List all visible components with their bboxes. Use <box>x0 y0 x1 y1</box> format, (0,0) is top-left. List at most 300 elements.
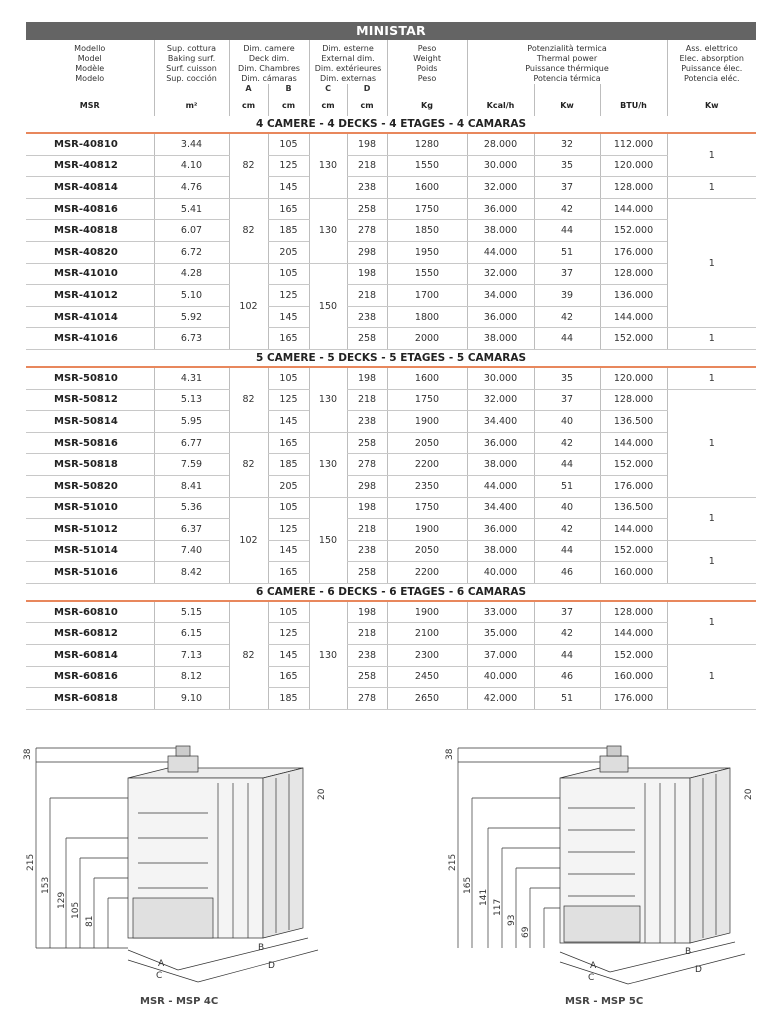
table-row <box>26 497 756 519</box>
hdr-letter-d: D <box>347 84 387 94</box>
deck-dim-b: 165 <box>268 328 309 350</box>
power-kcal: 42.000 <box>467 688 534 710</box>
external-dim-d: 278 <box>347 220 387 242</box>
oven-drawing-4-decks <box>18 738 348 992</box>
model-code: MSR-60810 <box>26 601 154 623</box>
hdr-thermal-power-line: Thermal power <box>536 54 598 63</box>
dim-d5-label: 69 <box>521 926 531 938</box>
external-dim-d: 198 <box>347 497 387 519</box>
power-btu: 144.000 <box>600 623 667 645</box>
hdr-deck-dim-line: Dim. cámaras <box>241 74 297 83</box>
unit-btu: BTU/h <box>600 94 667 116</box>
external-dim-c: 130 <box>309 367 347 432</box>
deck-dim-b: 105 <box>268 367 309 389</box>
power-kw: 42 <box>534 519 600 541</box>
power-kcal: 40.000 <box>467 562 534 584</box>
table-row <box>26 411 756 433</box>
unit-kg: Kg <box>387 94 467 116</box>
table-row <box>26 328 756 350</box>
power-kw: 37 <box>534 263 600 285</box>
unit-kw: Kw <box>534 94 600 116</box>
model-code: MSR-50812 <box>26 389 154 411</box>
table-row <box>26 198 756 220</box>
external-dim-d: 218 <box>347 155 387 177</box>
deck-dim-b: 165 <box>268 562 309 584</box>
power-btu: 176.000 <box>600 688 667 710</box>
weight-kg: 2050 <box>387 432 467 454</box>
external-dim-d: 258 <box>347 562 387 584</box>
elec-absorption: 1 <box>667 497 756 540</box>
external-dim-d: 238 <box>347 306 387 328</box>
dim-d3-label: 117 <box>493 898 503 916</box>
baking-surface: 9.10 <box>154 688 229 710</box>
baking-surface: 8.41 <box>154 475 229 497</box>
hdr-weight-line: Peso <box>417 44 437 53</box>
model-code: MSR-51012 <box>26 519 154 541</box>
table-row <box>26 601 756 623</box>
power-kcal: 30.000 <box>467 367 534 389</box>
hdr-model-line: Modello <box>74 44 106 53</box>
power-kcal: 44.000 <box>467 475 534 497</box>
power-btu: 144.000 <box>600 519 667 541</box>
table-row <box>26 475 756 497</box>
weight-kg: 1850 <box>387 220 467 242</box>
unit-kcal: Kcal/h <box>467 94 534 116</box>
deck-dim-b: 145 <box>268 306 309 328</box>
model-code: MSR-51014 <box>26 540 154 562</box>
hdr-weight-line: Weight <box>413 54 441 63</box>
hdr-letter-a: A <box>229 84 268 94</box>
deck-dim-b: 165 <box>268 432 309 454</box>
table-title: MINISTAR <box>26 22 756 40</box>
dim-b-label: B <box>685 947 692 957</box>
unit-a: cm <box>229 94 268 116</box>
power-btu: 144.000 <box>600 432 667 454</box>
power-btu: 144.000 <box>600 198 667 220</box>
hdr-model-line: Model <box>77 54 102 63</box>
power-kw: 46 <box>534 666 600 688</box>
external-dim-d: 198 <box>347 133 387 155</box>
deck-dim-b: 165 <box>268 198 309 220</box>
external-dim-d: 258 <box>347 328 387 350</box>
dim-d1-label: 165 <box>463 876 473 894</box>
power-kcal: 36.000 <box>467 306 534 328</box>
elec-absorption: 1 <box>667 389 756 497</box>
hdr-deck-dim-line: Dim. camere <box>243 44 295 53</box>
power-kcal: 37.000 <box>467 645 534 667</box>
deck-dim-b: 105 <box>268 263 309 285</box>
baking-surface: 5.10 <box>154 285 229 307</box>
baking-surface: 6.77 <box>154 432 229 454</box>
external-dim-c: 150 <box>309 497 347 583</box>
baking-surface: 7.59 <box>154 454 229 476</box>
model-code: MSR-41010 <box>26 263 154 285</box>
model-code: MSR-60814 <box>26 645 154 667</box>
elec-absorption: 1 <box>667 177 756 199</box>
external-dim-d: 298 <box>347 475 387 497</box>
power-kcal: 38.000 <box>467 540 534 562</box>
external-dim-d: 198 <box>347 601 387 623</box>
unit-msr: MSR <box>79 100 100 110</box>
hdr-thermal-power-line: Potenzialità termica <box>527 44 607 53</box>
deck-dim-b: 105 <box>268 601 309 623</box>
weight-kg: 1750 <box>387 389 467 411</box>
hdr-letter-b: B <box>268 84 309 94</box>
table-row <box>26 306 756 328</box>
deck-dim-b: 145 <box>268 177 309 199</box>
weight-kg: 2000 <box>387 328 467 350</box>
dim-d1-label: 153 <box>41 876 51 894</box>
deck-dim-b: 205 <box>268 475 309 497</box>
hdr-surface-line: Surf. cuisson <box>166 64 217 73</box>
weight-kg: 1700 <box>387 285 467 307</box>
power-btu: 152.000 <box>600 454 667 476</box>
external-dim-d: 258 <box>347 432 387 454</box>
table-row <box>26 263 756 285</box>
hdr-deck-dim <box>229 40 309 84</box>
elec-absorption: 1 <box>667 367 756 389</box>
deck-dim-b: 125 <box>268 285 309 307</box>
hdr-model-line: Modèle <box>75 64 105 73</box>
baking-surface: 6.15 <box>154 623 229 645</box>
section-title: 6 CAMERE - 6 DECKS - 6 ETAGES - 6 CAMARAS <box>26 583 756 601</box>
deck-dim-b: 145 <box>268 540 309 562</box>
weight-kg: 1750 <box>387 198 467 220</box>
baking-surface: 7.13 <box>154 645 229 667</box>
dim-side-label: 20 <box>317 788 327 800</box>
deck-dim-b: 185 <box>268 454 309 476</box>
power-kcal: 28.000 <box>467 133 534 155</box>
power-btu: 136.000 <box>600 285 667 307</box>
dim-a-label: A <box>158 959 165 969</box>
external-dim-d: 238 <box>347 177 387 199</box>
hdr-thermal-power <box>467 40 667 84</box>
power-btu: 152.000 <box>600 645 667 667</box>
weight-kg: 2650 <box>387 688 467 710</box>
hdr-blank <box>154 84 229 94</box>
power-kcal: 33.000 <box>467 601 534 623</box>
dim-side-label: 20 <box>744 788 754 800</box>
table-row <box>26 623 756 645</box>
dim-c-label: C <box>156 971 163 981</box>
power-btu: 152.000 <box>600 220 667 242</box>
hdr-surface-line: Sup. cottura <box>166 44 217 53</box>
deck-dim-b: 185 <box>268 688 309 710</box>
section-title: 4 CAMERE - 4 DECKS - 4 ETAGES - 4 CAMARAS <box>26 116 756 133</box>
power-kcal: 32.000 <box>467 389 534 411</box>
power-kw: 35 <box>534 367 600 389</box>
baking-surface: 5.13 <box>154 389 229 411</box>
dim-top-label: 38 <box>445 748 455 760</box>
hdr-surface <box>154 40 229 84</box>
weight-kg: 1280 <box>387 133 467 155</box>
external-dim-d: 218 <box>347 623 387 645</box>
hdr-external-dim <box>309 40 387 84</box>
dim-d4-label: 81 <box>85 915 95 927</box>
dim-d4-label: 93 <box>507 914 517 926</box>
external-dim-d: 278 <box>347 688 387 710</box>
dim-total-label: 215 <box>26 853 36 871</box>
oven-4c-svg <box>18 738 348 988</box>
weight-kg: 2050 <box>387 540 467 562</box>
hdr-blank <box>387 84 467 94</box>
hdr-deck-dim-line: Dim. Chambres <box>238 64 300 73</box>
deck-dim-b: 125 <box>268 519 309 541</box>
baking-surface: 4.28 <box>154 263 229 285</box>
hdr-thermal-power-line: Potencia térmica <box>533 74 601 83</box>
power-kcal: 34.400 <box>467 411 534 433</box>
model-code: MSR-51016 <box>26 562 154 584</box>
table-row <box>26 389 756 411</box>
weight-kg: 2450 <box>387 666 467 688</box>
power-kw: 35 <box>534 155 600 177</box>
weight-kg: 1550 <box>387 263 467 285</box>
model-code: MSR-41016 <box>26 328 154 350</box>
baking-surface: 4.10 <box>154 155 229 177</box>
power-kcal: 34.400 <box>467 497 534 519</box>
power-btu: 128.000 <box>600 601 667 623</box>
unit-b: cm <box>268 94 309 116</box>
external-dim-d: 238 <box>347 411 387 433</box>
baking-surface: 6.37 <box>154 519 229 541</box>
power-btu: 120.000 <box>600 367 667 389</box>
hdr-elec-line: Ass. elettrico <box>685 44 738 53</box>
baking-surface: 6.07 <box>154 220 229 242</box>
baking-surface: 8.42 <box>154 562 229 584</box>
baking-surface: 6.72 <box>154 241 229 263</box>
power-kw: 44 <box>534 454 600 476</box>
table-row <box>26 177 756 199</box>
power-kcal: 38.000 <box>467 454 534 476</box>
deck-dim-b: 125 <box>268 623 309 645</box>
power-kw: 46 <box>534 562 600 584</box>
model-code: MSR-40818 <box>26 220 154 242</box>
weight-kg: 1950 <box>387 241 467 263</box>
dim-a-label: A <box>590 961 597 971</box>
power-btu: 128.000 <box>600 263 667 285</box>
elec-absorption: 1 <box>667 198 756 328</box>
power-kcal: 36.000 <box>467 519 534 541</box>
external-dim-d: 238 <box>347 540 387 562</box>
hdr-external-dim-line: Dim. extérieures <box>314 64 382 73</box>
unit-elec: Kw <box>667 94 756 116</box>
power-btu: 120.000 <box>600 155 667 177</box>
external-dim-d: 218 <box>347 389 387 411</box>
baking-surface: 3.44 <box>154 133 229 155</box>
dim-d-label: D <box>268 961 275 971</box>
weight-kg: 1750 <box>387 497 467 519</box>
table-row <box>26 432 756 454</box>
table-row <box>26 454 756 476</box>
elec-absorption: 1 <box>667 328 756 350</box>
dim-d2-label: 141 <box>479 888 489 906</box>
external-dim-d: 198 <box>347 263 387 285</box>
weight-kg: 2300 <box>387 645 467 667</box>
external-dim-c: 130 <box>309 133 347 198</box>
external-dim-d: 238 <box>347 645 387 667</box>
external-dim-d: 258 <box>347 666 387 688</box>
table-row <box>26 285 756 307</box>
weight-kg: 1900 <box>387 519 467 541</box>
hdr-letter-c: C <box>309 84 347 94</box>
power-kw: 40 <box>534 497 600 519</box>
power-kw: 44 <box>534 540 600 562</box>
deck-dim-b: 145 <box>268 411 309 433</box>
power-kcal: 36.000 <box>467 198 534 220</box>
deck-dim-a: 82 <box>229 198 268 263</box>
deck-dim-b: 165 <box>268 666 309 688</box>
weight-kg: 1550 <box>387 155 467 177</box>
power-kw: 42 <box>534 623 600 645</box>
elec-absorption: 1 <box>667 645 756 710</box>
external-dim-c: 150 <box>309 263 347 349</box>
hdr-model <box>26 40 154 84</box>
hdr-thermal-power-line: Puissance thérmique <box>525 64 609 73</box>
spec-table <box>26 40 756 710</box>
baking-surface: 5.95 <box>154 411 229 433</box>
weight-kg: 1900 <box>387 411 467 433</box>
hdr-blank <box>467 84 534 94</box>
unit-c: cm <box>309 94 347 116</box>
power-btu: 160.000 <box>600 666 667 688</box>
hdr-surface-line: Baking surf. <box>167 54 216 63</box>
dim-top-label: 38 <box>23 748 33 760</box>
hdr-elec <box>667 40 756 84</box>
deck-dim-b: 205 <box>268 241 309 263</box>
deck-dim-b: 185 <box>268 220 309 242</box>
power-kcal: 34.000 <box>467 285 534 307</box>
baking-surface: 5.36 <box>154 497 229 519</box>
power-btu: 112.000 <box>600 133 667 155</box>
elec-absorption: 1 <box>667 133 756 177</box>
external-dim-c: 130 <box>309 601 347 709</box>
deck-dim-a: 102 <box>229 263 268 349</box>
external-dim-d: 298 <box>347 241 387 263</box>
deck-dim-a: 82 <box>229 133 268 198</box>
baking-surface: 4.31 <box>154 367 229 389</box>
dim-total-label: 215 <box>448 853 458 871</box>
model-code: MSR-60812 <box>26 623 154 645</box>
weight-kg: 2200 <box>387 562 467 584</box>
hdr-blank <box>600 84 667 94</box>
power-kw: 40 <box>534 411 600 433</box>
power-btu: 176.000 <box>600 241 667 263</box>
hdr-blank <box>667 84 756 94</box>
table-row <box>26 666 756 688</box>
table-row <box>26 220 756 242</box>
external-dim-d: 278 <box>347 454 387 476</box>
external-dim-c: 130 <box>309 198 347 263</box>
power-kcal: 32.000 <box>467 177 534 199</box>
power-kcal: 44.000 <box>467 241 534 263</box>
weight-kg: 1900 <box>387 601 467 623</box>
hdr-external-dim-line: External dim. <box>321 54 375 63</box>
model-code: MSR-60816 <box>26 666 154 688</box>
power-btu: 152.000 <box>600 540 667 562</box>
power-kcal: 40.000 <box>467 666 534 688</box>
baking-surface: 5.15 <box>154 601 229 623</box>
weight-kg: 1600 <box>387 367 467 389</box>
baking-surface: 6.73 <box>154 328 229 350</box>
power-btu: 136.500 <box>600 497 667 519</box>
model-code: MSR-40820 <box>26 241 154 263</box>
hdr-deck-dim-line: Deck dim. <box>248 54 290 63</box>
power-kw: 37 <box>534 389 600 411</box>
power-kw: 44 <box>534 220 600 242</box>
weight-kg: 2100 <box>387 623 467 645</box>
power-kw: 51 <box>534 688 600 710</box>
external-dim-d: 198 <box>347 367 387 389</box>
weight-kg: 1800 <box>387 306 467 328</box>
hdr-elec-line: Elec. absorption <box>679 54 744 63</box>
model-code: MSR-50814 <box>26 411 154 433</box>
power-kcal: 35.000 <box>467 623 534 645</box>
baking-surface: 7.40 <box>154 540 229 562</box>
table-row <box>26 133 756 155</box>
table-row <box>26 645 756 667</box>
caption-5c: MSR - MSP 5C <box>565 996 644 1007</box>
deck-dim-b: 145 <box>268 645 309 667</box>
model-code: MSR-51010 <box>26 497 154 519</box>
power-btu: 128.000 <box>600 177 667 199</box>
dim-c-label: C <box>588 973 595 983</box>
hdr-blank <box>534 84 600 94</box>
power-kw: 42 <box>534 198 600 220</box>
model-code: MSR-60818 <box>26 688 154 710</box>
hdr-surface-line: Sup. cocción <box>166 74 217 83</box>
hdr-external-dim-line: Dim. esterne <box>322 44 374 53</box>
dim-d3-label: 105 <box>71 901 81 919</box>
table-row <box>26 155 756 177</box>
external-dim-c: 130 <box>309 432 347 497</box>
model-code: MSR-50818 <box>26 454 154 476</box>
dim-b-label: B <box>258 943 265 953</box>
table-row <box>26 540 756 562</box>
oven-5c-svg <box>440 738 770 988</box>
power-kw: 42 <box>534 432 600 454</box>
power-btu: 136.500 <box>600 411 667 433</box>
power-kw: 39 <box>534 285 600 307</box>
external-dim-d: 218 <box>347 285 387 307</box>
external-dim-d: 218 <box>347 519 387 541</box>
baking-surface: 8.12 <box>154 666 229 688</box>
spec-sheet <box>26 22 756 710</box>
deck-dim-b: 125 <box>268 155 309 177</box>
power-btu: 176.000 <box>600 475 667 497</box>
model-code: MSR-41012 <box>26 285 154 307</box>
weight-kg: 2350 <box>387 475 467 497</box>
unit-m2: m² <box>154 94 229 116</box>
power-btu: 152.000 <box>600 328 667 350</box>
baking-surface: 5.92 <box>154 306 229 328</box>
table-row <box>26 367 756 389</box>
deck-dim-b: 105 <box>268 133 309 155</box>
deck-dim-b: 125 <box>268 389 309 411</box>
power-kcal: 32.000 <box>467 263 534 285</box>
model-code: MSR-40814 <box>26 177 154 199</box>
hdr-weight-line: Poids <box>416 64 438 73</box>
hdr-model-line: Modelo <box>75 74 105 83</box>
power-kw: 44 <box>534 328 600 350</box>
hdr-blank <box>26 84 154 94</box>
hdr-weight-line: Peso <box>417 74 437 83</box>
power-kcal: 30.000 <box>467 155 534 177</box>
model-code: MSR-50816 <box>26 432 154 454</box>
deck-dim-a: 82 <box>229 432 268 497</box>
weight-kg: 1600 <box>387 177 467 199</box>
model-code: MSR-41014 <box>26 306 154 328</box>
section-title: 5 CAMERE - 5 DECKS - 5 ETAGES - 5 CAMARAS <box>26 349 756 367</box>
